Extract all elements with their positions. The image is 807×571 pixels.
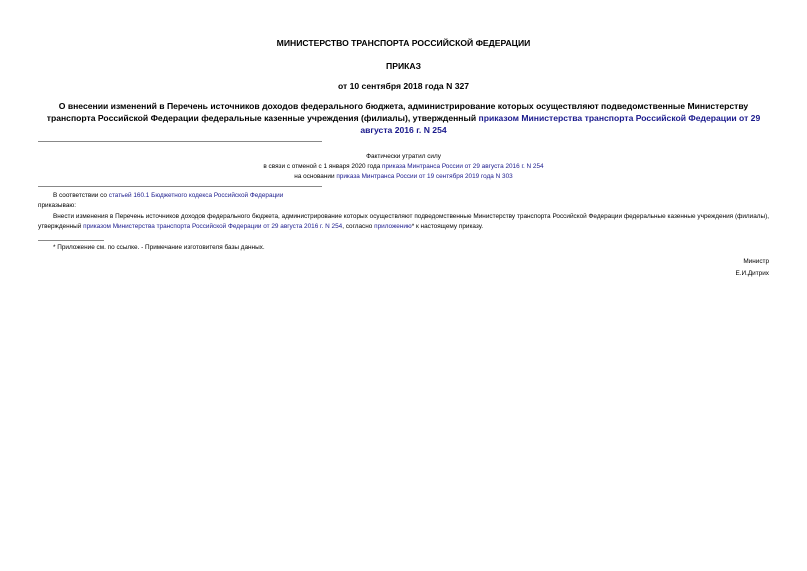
status-note <box>0 152 807 182</box>
document-title <box>38 100 769 136</box>
signature-block <box>735 257 769 279</box>
status-link-order-303[interactable]: приказа Минтранса России от 19 сентября 2019 года N 303 <box>336 173 513 180</box>
status-line-3: на основании приказа Минтранса России от 19 сентября 2019 года N 303 <box>294 173 513 180</box>
document-type: ПРИКАЗ <box>386 61 421 71</box>
status-line-1: Фактически утратил силу <box>366 153 441 160</box>
appendix-link[interactable]: приложению <box>374 223 412 230</box>
status-link-order-254[interactable]: приказа Минтранса России от 29 августа 2016 г. N 254 <box>382 163 544 170</box>
signatory-title: Министр <box>743 258 769 265</box>
separator-line-middle <box>38 186 322 187</box>
main-paragraph: Внести изменения в Перечень источников доходов федерального бюджета, администрирование которых осуществляют подведомственные Министерству транспорта Российской Федерации федеральные казенные учреждения (филиалы), утвержденный приказом Министерства транспорта Российской Федерации от 29 августа 2016 г. N 254, согласно приложению* к настоящему приказу. <box>38 213 769 230</box>
footnote <box>38 243 769 253</box>
document-body <box>38 191 769 232</box>
title-text: О внесении изменений в Перечень источников доходов федерального бюджета, администрирование которых осуществляют подведомственные Министерству транспорта Российской Федерации федеральные казенные учреждения (филиалы), утвержденный <box>46 101 749 123</box>
document-header <box>38 0 769 136</box>
title-link-order-254[interactable]: приказом Министерства транспорта Российской Федерации от 29 августа 2016 г. N 254 <box>360 113 761 135</box>
footnote-separator <box>38 240 104 241</box>
status-line-2: в связи с отменой с 1 января 2020 года приказа Минтранса России от 29 августа 2016 г. N 254 <box>263 163 544 170</box>
footnote-text: * Приложение см. по ссылке. - Примечание изготовителя базы данных. <box>53 244 265 251</box>
body-link-order-254[interactable]: приказом Министерства транспорта Российской Федерации от 29 августа 2016 г. N 254 <box>83 223 343 230</box>
signatory-name: Е.И.Дитрих <box>735 270 769 277</box>
order-word: приказываю: <box>38 202 76 209</box>
separator-line-top <box>38 141 322 142</box>
basis-paragraph: В соответствии со статьей 160.1 Бюджетного кодекса Российской Федерации <box>53 192 284 199</box>
ministry-name: МИНИСТЕРСТВО ТРАНСПОРТА РОССИЙСКОЙ ФЕДЕРАЦИИ <box>276 38 531 48</box>
budget-code-article-link[interactable]: статьей 160.1 Бюджетного кодекса Российской Федерации <box>108 192 284 199</box>
document-date-number: от 10 сентября 2018 года N 327 <box>337 81 470 91</box>
